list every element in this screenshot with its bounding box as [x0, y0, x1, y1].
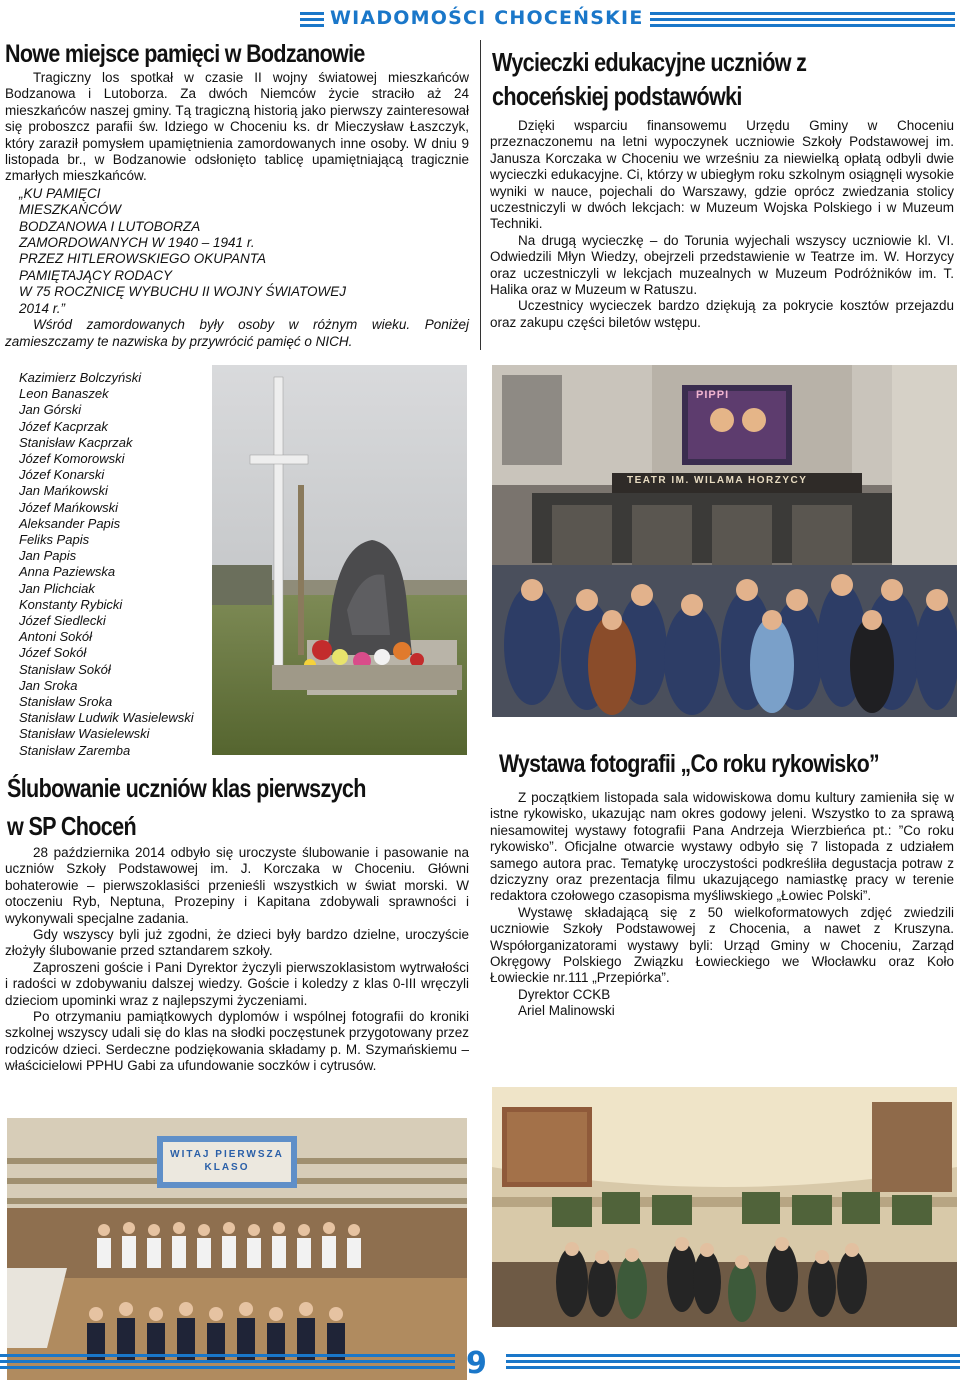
- masthead-lines-right: [650, 12, 955, 30]
- plaque-line: PAMIĘTAJĄCY RODACY: [19, 267, 173, 283]
- list-item: Leon Banaszek: [19, 386, 109, 402]
- memorial-photo: [212, 365, 467, 755]
- article3-title-line1: Ślubowanie uczniów klas pierwszych: [7, 773, 366, 803]
- list-item: Anna Paziewska: [19, 564, 116, 580]
- article4-paragraph: Wystawę składającą się z 50 wielkoformatowych zdjęć zwiedzili uczniowie Szkoły Podstawowej z Chocenia, a nawet z Kruszyna. Współorganizatorami wystawy byli: Urząd Gminy w Choceniu, Zarząd Okręgowy Polskiego Związku Łowieckiego we Włocławku oraz Koło Łowieckie nr.111 „Przepiórka”.: [490, 904, 954, 986]
- page-number: 9: [466, 1346, 487, 1381]
- list-item: Józef Kacprzak: [19, 418, 108, 434]
- article4-paragraph: Z początkiem listopada sala widowiskowa domu kultury zamieniła się w istne rykowisko, ukazując nam okres godowy jeleni. Wszystko to za sprawą niesamowitej wystawy fotografii Pana Andrzeja Wierzbieńca pt.: ”Co roku rykowisko”. Oficjalne otwarcie wystawy odbyło się 7 listopada z udziałem samego autora prac. Tematykę uroczystości podkreśliła degustacja potraw z dziczyzny oraz prezentacja filmu ukazującego namiastkę pracy w terenie redaktora czołowego czasopisma myśliwskiego „Łowiec Polski”.: [490, 790, 954, 904]
- list-item: Konstanty Rybicki: [19, 596, 123, 612]
- plaque-line: 2014 r.”: [19, 300, 66, 316]
- footer-lines-right: [506, 1354, 960, 1372]
- article3-paragraph: Zaproszeni goście i Pani Dyrektor życzyli pierwszoklasistom wytrwałości i radości w zdobywaniu dalszej wiedzy. Goście i koledzy z klas 0-III wręczyli dzieciom upominki wraz z najlepszymi życzeniami.: [5, 959, 469, 1008]
- list-item: Jan Plichciak: [19, 580, 95, 596]
- plaque-line: MIESZKAŃCÓW: [19, 202, 122, 218]
- list-item: Józef Mańkowski: [19, 499, 118, 515]
- list-item: Stanisław Kacprzak: [19, 434, 133, 450]
- list-item: Stanisław Sokół: [19, 661, 111, 677]
- list-item: Kazimierz Bolczyński: [19, 370, 142, 385]
- article2-body: [490, 118, 954, 331]
- list-item: Jan Sroka: [19, 677, 78, 693]
- list-item: Aleksander Papis: [19, 515, 121, 531]
- article2-paragraph: Na drugą wycieczkę – do Torunia wyjechali wszyscy uczniowie kl. VI. Odwiedzili Młyn Wiedzy, obejrzeli przedstawienie w Teatrze im. W. Horzycy oraz uczestniczyli w lekcjach muzealnych w Muzeum Podróżników im. T. Halika oraz w Muzeum w Ratuszu.: [490, 232, 954, 298]
- list-item: Stanisław Wasielewski: [19, 726, 150, 742]
- footer-lines-left: [0, 1354, 455, 1372]
- article1-body: [5, 70, 469, 350]
- plaque-line: PRZEZ HITLEROWSKIEGO OKUPANTA: [19, 251, 267, 267]
- list-item: Jan Papis: [19, 548, 77, 564]
- article1-intro: Tragiczny los spotkał w czasie II wojny światowej mieszkańców Bodzanowa i Lutoborza. Za dwóch Niemców życie straciło aż 24 mieszkańców naszej gminy. Tą tragiczną historią jako pierwszy zainteresował się proboszcz parafii św. Idziego w Choceniu ks. dr Mieczysław Łaszczyk, który zaraził pomysłem upamiętnienia zamordowanych inne osoby. W dniu 9 listopada br., w Bodzanowie odsłonięto tablicę upamiętniającą tragicznie zmarłych mieszkańców.: [5, 70, 469, 184]
- article4-body: [490, 790, 954, 1020]
- signature-line: Dyrektor CCKB: [518, 986, 611, 1002]
- article2-paragraph: Dzięki wsparciu finansowemu Urzędu Gminy w Choceniu przeznaczonemu na letni wypoczynek uczniowie Szkoły Podstawowej im. Janusza Korczaka w Choceniu we wrześniu za niewielką opłatą odbyli dwie wycieczki edukacyjne. Ci, którzy w ubiegłym roku szkolnym osiągnęli wysokie wyniki w nauce, pojechali do Warszawy, gdzie oprócz zwiedzania stolicy uczestniczyli w dwóch lekcjach: w Muzeum Wojska Polskiego i w Muzeum Techniki.: [490, 118, 954, 232]
- list-item: Jan Górski: [19, 402, 82, 418]
- theater-sign: TEATR IM. WILAMA HORZYCY: [627, 475, 808, 486]
- article1-title: Nowe miejsce pamięci w Bodzanowie: [5, 40, 365, 68]
- article2-title-line2: choceńskiej podstawówki: [492, 81, 742, 111]
- exhibition-photo: [492, 1087, 957, 1327]
- victims-list: [19, 370, 209, 759]
- theater-poster: PIPPI: [696, 389, 730, 401]
- article3-paragraph: 28 października 2014 odbyło się uroczyste ślubowanie i pasowanie na uczniów Szkoły Podstawowej im. J. Korczaka w Choceniu. Główni bohaterowie – pierwszoklasiści przenieśli wszystkich w świat morski. W otoczeniu Ryb, Neptuna, Prozepiny i Kapitana zdobywali sprawności i wykonywali specjalne zadania.: [5, 845, 469, 926]
- list-item: Feliks Papis: [19, 532, 90, 548]
- list-item: Stanisław Sroka: [19, 694, 113, 710]
- article3-body: [5, 845, 469, 1075]
- list-item: Stanisław Ludwik Wasielewski: [19, 710, 194, 726]
- article3-paragraph: Gdy wszyscy byli już zgodni, że dzieci były bardzo dzielne, uroczyście złożyły ślubowanie przed sztandarem szkoły.: [5, 927, 469, 959]
- masthead: [300, 6, 955, 34]
- masthead-title: WIADOMOŚCI CHOCEŃSKIE: [330, 7, 644, 29]
- column-divider: [480, 40, 481, 350]
- list-item: Józef Komorowski: [19, 451, 125, 467]
- article1-closing: Wśród zamordowanych były osoby w różnym wieku. Poniżej zamieszczamy te nazwiska by przywrócić pamięć o NICH.: [5, 317, 469, 349]
- article1-plaque: [5, 186, 469, 317]
- article3-paragraph: Po otrzymaniu pamiątkowych dyplomów i wspólnej fotografii do kroniki szkolnej wszyscy udali się do klas na słodki poczęstunek przygotowany przez rodziców dzieci. Serdeczne podziękowania składamy p. M. Szymańskiemu – właścicielowi PPHU Gabi za ufundowanie soczków i cytrusów.: [5, 1009, 469, 1074]
- article2-paragraph: Uczestnicy wycieczek bardzo dziękują za pokrycie kosztów przejazdu oraz zakupu części biletów wstępu.: [490, 298, 954, 330]
- plaque-line: ZAMORDOWANYCH W 1940 – 1941 r.: [19, 235, 255, 251]
- list-item: Józef Siedlecki: [19, 613, 106, 629]
- list-item: Józef Konarski: [19, 467, 105, 483]
- list-item: Jan Mańkowski: [19, 483, 108, 499]
- article2-title-line1: Wycieczki edukacyjne uczniów z: [492, 47, 807, 77]
- article3-title-line2: w SP Choceń: [7, 811, 137, 841]
- list-item: Antoni Sokół: [19, 629, 92, 645]
- plaque-line: W 75 ROCZNICĘ WYBUCHU II WOJNY ŚWIATOWEJ: [19, 284, 347, 300]
- welcome-banner: WITAJ PIERWSZA KLASO: [170, 1149, 284, 1173]
- oath-ceremony-photo: [7, 1118, 467, 1380]
- article4-title: Wystawa fotografii „Co roku rykowisko”: [499, 750, 879, 778]
- theater-trip-photo: [492, 365, 957, 717]
- plaque-line: BODZANOWA I LUTOBORZA: [19, 218, 201, 234]
- plaque-line: „KU PAMIĘCI: [19, 185, 101, 201]
- masthead-lines-left: [300, 12, 324, 30]
- signature-line: Ariel Malinowski: [518, 1003, 615, 1019]
- list-item: Józef Sokół: [19, 645, 87, 661]
- list-item: Stanisław Zaremba: [19, 742, 131, 758]
